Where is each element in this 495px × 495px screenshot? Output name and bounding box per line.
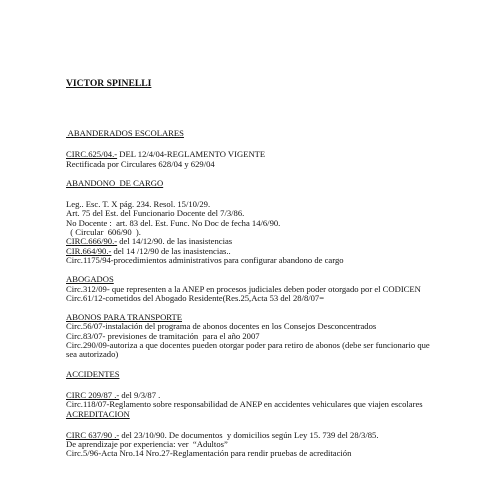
author-name: VICTOR SPINELLI <box>66 78 152 89</box>
heading-abanderados: ABANDERADOS ESCOLARES <box>66 128 184 138</box>
abogados-circ-61-line: Circ.61/12-cometidos del Abogado Residente(Res.25,Acta 53 del 28/8/07= <box>66 292 325 303</box>
circ-625-text: DEL 12/4/04-REGLAMENTO VIGENTE <box>117 149 266 160</box>
circ-637-ref: CIRC 637/90 .- <box>66 429 120 440</box>
heading-accidentes: ACCIDENTES <box>66 368 120 379</box>
heading-abonos: ABONOS PARA TRANSPORTE <box>66 312 183 323</box>
circ-625-ref: CIRC.625/04.- <box>66 149 118 160</box>
abandono-no-docente-line: No Docente : art. 83 del. Est. Func. No Doc de fecha 14/6/90. <box>66 217 281 228</box>
acreditacion-experiencia-line: De aprendizaje por experiencia: ver “Adultos” <box>66 439 228 450</box>
abandono-art75-line: Art. 75 del Est. del Funcionario Docente del 7/3/86. <box>66 208 245 219</box>
abonos-circ-290-line: Circ.290/09-autoriza a que docentes pueden otorgar poder para retiro de abonos (debe ser funcionario que sea autorizado) <box>66 340 430 360</box>
heading-abandono: ABANDONO DE CARGO <box>66 177 164 188</box>
accidentes-circ-118-line: Circ.118/07-Reglamento sobre responsabilidad de ANEP en accidentes vehiculares que viajen escolares <box>66 399 423 410</box>
circ-664-ref: CIR.664/90.- <box>66 245 112 256</box>
document-body <box>66 129 442 459</box>
abanderados-rectificada-line: Rectificada por Circulares 628/04 y 629/04 <box>66 158 215 169</box>
circ-637-text: del 23/10/90. De documentos y domicilios según Ley 15. 739 del 28/3/85. <box>119 429 379 440</box>
abonos-circ-83-line: Circ.83/07- previsiones de tramitación para el año 2007 <box>66 330 260 341</box>
heading-abogados: ABOGADOS <box>66 274 114 285</box>
abandono-circular-606-line: ( Circular 606/90 ). <box>66 227 141 238</box>
circ-666-ref: CIRC.666/90.- <box>66 236 118 247</box>
circ-209-ref: CIRC 209/87 .- <box>66 389 120 400</box>
abogados-circ-312-line: Circ.312/09- que representen a la ANEP en procesos judiciales deben poder otorgado por el CODICEN <box>66 283 421 294</box>
abonos-circ-56-line: Circ.56/07-instalación del programa de abonos docentes en los Consejos Desconcentrados <box>66 321 377 332</box>
acreditacion-circ-5-line: Circ.5/96-Acta Nro.14 Nro.27-Reglamentación para rendir pruebas de acreditación <box>66 448 352 459</box>
circ-209-text: del 9/3/87 . <box>119 389 161 400</box>
abandono-leg-line: Leg.. Esc. T. X pág. 234. Resol. 15/10/29. <box>66 199 211 210</box>
circ-664-text: del 14 /12/90 de las inasistencias.. <box>111 245 231 256</box>
circ-666-text: del 14/12/90. de las inasistencias <box>117 236 233 247</box>
abandono-circ-1175-line: Circ.1175/94-procedimientos administrativos para configurar abandono de cargo <box>66 254 344 265</box>
heading-acreditacion: ACREDITACION <box>66 408 130 419</box>
